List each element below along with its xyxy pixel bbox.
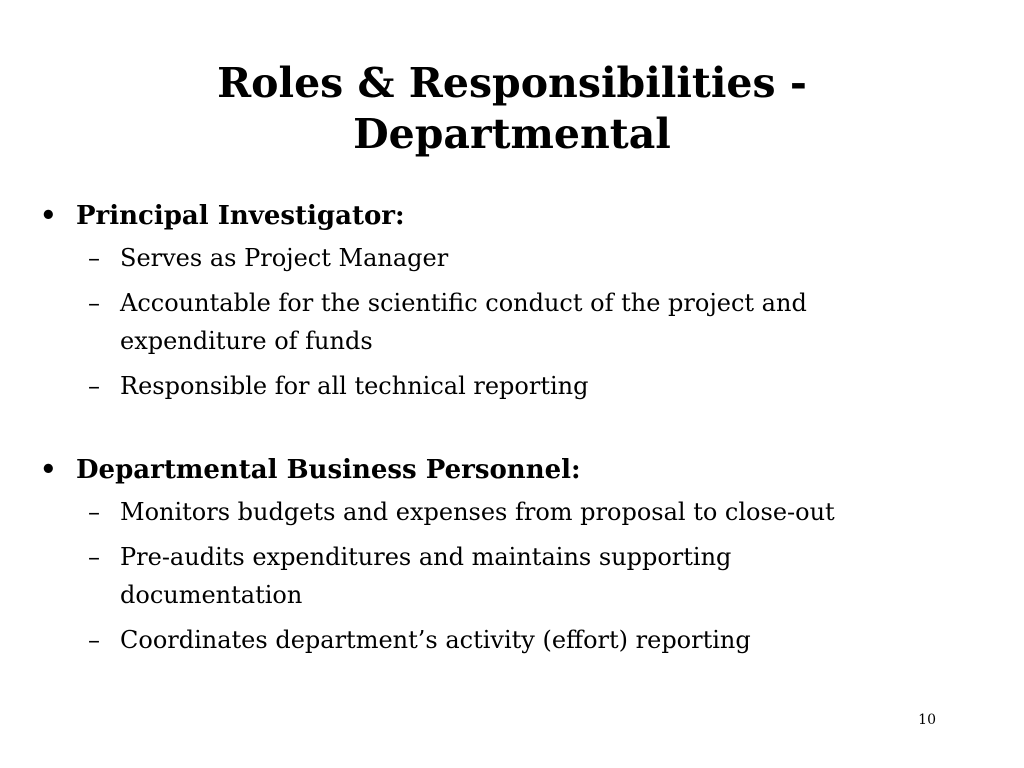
sub-bullet-list [40, 493, 960, 659]
list-item-text: Pre-audits expenditures and maintains supporting documentation [120, 543, 732, 609]
dash-icon: – [88, 543, 100, 571]
sub-bullet-list [40, 239, 960, 405]
list-item-text: Serves as Project Manager [120, 244, 449, 272]
section-principal-investigator [40, 200, 960, 405]
section-heading-text: Principal Investigator: [76, 201, 405, 231]
list-item [40, 284, 900, 360]
list-item [40, 367, 900, 405]
dash-icon: – [88, 626, 100, 654]
list-item [40, 239, 900, 277]
list-item-text: Responsible for all technical reporting [120, 372, 589, 400]
section-heading [40, 200, 960, 233]
section-departmental-business-personnel [40, 454, 960, 659]
dash-icon: – [88, 289, 100, 317]
slide-body [40, 200, 960, 666]
page-number: 10 [918, 712, 936, 728]
section-heading [40, 454, 960, 487]
slide-title [80, 58, 944, 160]
dash-icon: – [88, 372, 100, 400]
list-item-text: Coordinates department’s activity (effort) reporting [120, 626, 751, 654]
bullet-icon: • [40, 455, 57, 485]
list-item [40, 493, 900, 531]
bullet-icon: • [40, 201, 57, 231]
section-heading-text: Departmental Business Personnel: [76, 455, 581, 485]
list-item [40, 621, 900, 659]
dash-icon: – [88, 244, 100, 272]
slide-title-line-2: Departmental [353, 110, 671, 158]
dash-icon: – [88, 498, 100, 526]
list-item-text: Accountable for the scientific conduct of the project and expenditure of funds [120, 289, 807, 355]
slide-title-line-1: Roles & Responsibilities - [217, 59, 807, 107]
list-item-text: Monitors budgets and expenses from proposal to close-out [120, 498, 835, 526]
list-item [40, 538, 900, 614]
